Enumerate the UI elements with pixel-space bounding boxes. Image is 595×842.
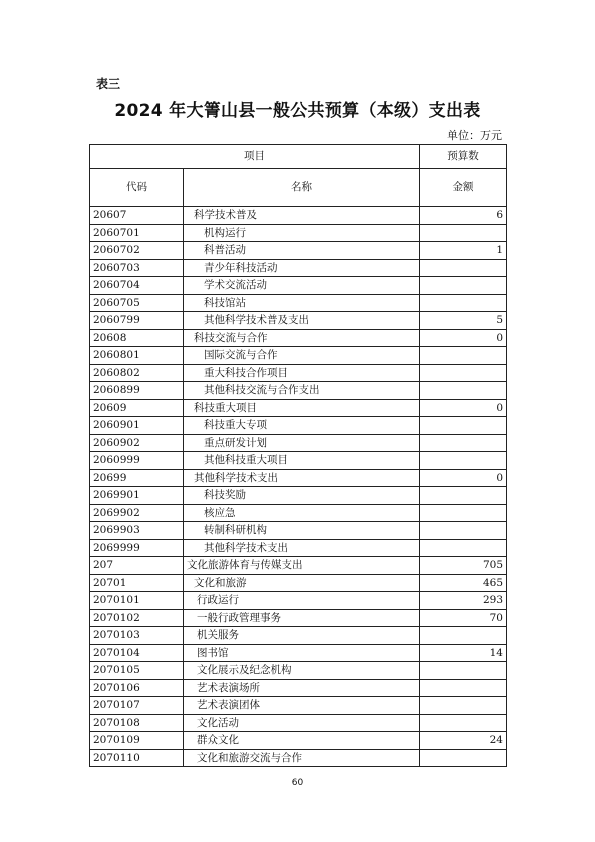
row-name: 重点研发计划 <box>184 434 420 452</box>
header-item: 项目 <box>90 145 420 169</box>
row-amount <box>420 294 507 312</box>
row-amount <box>420 224 507 242</box>
table-row <box>90 224 507 242</box>
row-name: 国际交流与合作 <box>184 347 420 365</box>
table-row <box>90 592 507 610</box>
row-amount: 5 <box>420 312 507 330</box>
row-amount: 293 <box>420 592 507 610</box>
row-name: 转制科研机构 <box>184 522 420 540</box>
row-amount: 705 <box>420 557 507 575</box>
row-code: 2070107 <box>90 697 184 715</box>
table-row <box>90 242 507 260</box>
row-name: 科技交流与合作 <box>184 329 420 347</box>
row-code: 2060704 <box>90 277 184 295</box>
row-name: 机构运行 <box>184 224 420 242</box>
row-name: 其他科学技术支出 <box>184 539 420 557</box>
row-amount <box>420 539 507 557</box>
header-code: 代码 <box>90 169 184 207</box>
row-code: 2069901 <box>90 487 184 505</box>
row-code: 2070104 <box>90 644 184 662</box>
table-row <box>90 259 507 277</box>
row-name: 艺术表演团体 <box>184 697 420 715</box>
table-row <box>90 574 507 592</box>
row-code: 2070110 <box>90 749 184 767</box>
table-row <box>90 452 507 470</box>
row-code: 2060705 <box>90 294 184 312</box>
table-row <box>90 714 507 732</box>
row-name: 科技重大专项 <box>184 417 420 435</box>
row-code: 207 <box>90 557 184 575</box>
header-name: 名称 <box>184 169 420 207</box>
table-row <box>90 662 507 680</box>
table-row <box>90 539 507 557</box>
table-row <box>90 417 507 435</box>
table-row <box>90 679 507 697</box>
row-name: 艺术表演场所 <box>184 679 420 697</box>
page-title: 2024 年大箐山县一般公共预算（本级）支出表 <box>114 101 481 121</box>
row-amount: 0 <box>420 469 507 487</box>
row-code: 2060901 <box>90 417 184 435</box>
row-code: 2070101 <box>90 592 184 610</box>
row-name: 其他科技重大项目 <box>184 452 420 470</box>
row-name: 其他科学技术普及支出 <box>184 312 420 330</box>
row-code: 2060702 <box>90 242 184 260</box>
table-row <box>90 749 507 767</box>
row-amount <box>420 382 507 400</box>
table-row <box>90 312 507 330</box>
row-amount <box>420 714 507 732</box>
row-code: 2069902 <box>90 504 184 522</box>
row-amount: 6 <box>420 207 507 225</box>
row-code: 20608 <box>90 329 184 347</box>
row-name: 核应急 <box>184 504 420 522</box>
row-amount: 0 <box>420 329 507 347</box>
row-code: 2060799 <box>90 312 184 330</box>
table-row <box>90 644 507 662</box>
table-row <box>90 277 507 295</box>
row-amount <box>420 259 507 277</box>
row-amount: 70 <box>420 609 507 627</box>
row-code: 2070102 <box>90 609 184 627</box>
budget-table <box>89 144 507 767</box>
row-amount: 14 <box>420 644 507 662</box>
row-amount <box>420 522 507 540</box>
row-name: 一般行政管理事务 <box>184 609 420 627</box>
table-row <box>90 434 507 452</box>
row-name: 科技奖励 <box>184 487 420 505</box>
table-row <box>90 487 507 505</box>
row-code: 2070103 <box>90 627 184 645</box>
table-row <box>90 294 507 312</box>
row-amount <box>420 487 507 505</box>
row-name: 文化旅游体育与传媒支出 <box>184 557 420 575</box>
table-row <box>90 364 507 382</box>
row-amount <box>420 627 507 645</box>
row-code: 2060701 <box>90 224 184 242</box>
row-name: 群众文化 <box>184 732 420 750</box>
row-amount <box>420 749 507 767</box>
table-row <box>90 469 507 487</box>
table-row <box>90 732 507 750</box>
row-code: 2060902 <box>90 434 184 452</box>
row-name: 其他科学技术支出 <box>184 469 420 487</box>
row-code: 2060801 <box>90 347 184 365</box>
table-label: 表三 <box>96 77 121 91</box>
row-amount <box>420 697 507 715</box>
row-name: 文化和旅游交流与合作 <box>184 749 420 767</box>
row-amount: 465 <box>420 574 507 592</box>
row-amount <box>420 452 507 470</box>
table-row <box>90 382 507 400</box>
row-code: 2060703 <box>90 259 184 277</box>
row-amount: 1 <box>420 242 507 260</box>
row-amount <box>420 662 507 680</box>
table-row <box>90 609 507 627</box>
row-name: 青少年科技活动 <box>184 259 420 277</box>
row-amount <box>420 504 507 522</box>
header-amount: 金额 <box>420 169 507 207</box>
row-name: 其他科技交流与合作支出 <box>184 382 420 400</box>
table-row <box>90 399 507 417</box>
row-amount: 24 <box>420 732 507 750</box>
row-name: 科技重大项目 <box>184 399 420 417</box>
row-amount <box>420 347 507 365</box>
table-row <box>90 557 507 575</box>
row-code: 2070108 <box>90 714 184 732</box>
unit-label: 单位：万元 <box>447 129 502 142</box>
row-amount <box>420 679 507 697</box>
row-amount <box>420 417 507 435</box>
table-row <box>90 627 507 645</box>
row-code: 2069903 <box>90 522 184 540</box>
row-code: 2070109 <box>90 732 184 750</box>
row-amount: 0 <box>420 399 507 417</box>
header-row-1 <box>90 145 507 169</box>
row-name: 行政运行 <box>184 592 420 610</box>
row-name: 文化活动 <box>184 714 420 732</box>
row-name: 图书馆 <box>184 644 420 662</box>
header-row-2 <box>90 169 507 207</box>
row-code: 20701 <box>90 574 184 592</box>
row-name: 学术交流活动 <box>184 277 420 295</box>
row-code: 20607 <box>90 207 184 225</box>
row-code: 2070105 <box>90 662 184 680</box>
table-row <box>90 347 507 365</box>
page-number: 60 <box>291 778 304 788</box>
row-name: 文化展示及纪念机构 <box>184 662 420 680</box>
header-budget: 预算数 <box>420 145 507 169</box>
row-name: 机关服务 <box>184 627 420 645</box>
row-code: 20699 <box>90 469 184 487</box>
row-name: 文化和旅游 <box>184 574 420 592</box>
row-code: 2060899 <box>90 382 184 400</box>
row-amount <box>420 434 507 452</box>
row-code: 2070106 <box>90 679 184 697</box>
row-code: 2060802 <box>90 364 184 382</box>
table-row <box>90 504 507 522</box>
table-row <box>90 522 507 540</box>
row-amount <box>420 277 507 295</box>
row-name: 科普活动 <box>184 242 420 260</box>
row-name: 科学技术普及 <box>184 207 420 225</box>
row-code: 20609 <box>90 399 184 417</box>
row-name: 重大科技合作项目 <box>184 364 420 382</box>
table-row <box>90 697 507 715</box>
row-name: 科技馆站 <box>184 294 420 312</box>
row-code: 2060999 <box>90 452 184 470</box>
table-row <box>90 329 507 347</box>
row-code: 2069999 <box>90 539 184 557</box>
table-row <box>90 207 507 225</box>
row-amount <box>420 364 507 382</box>
